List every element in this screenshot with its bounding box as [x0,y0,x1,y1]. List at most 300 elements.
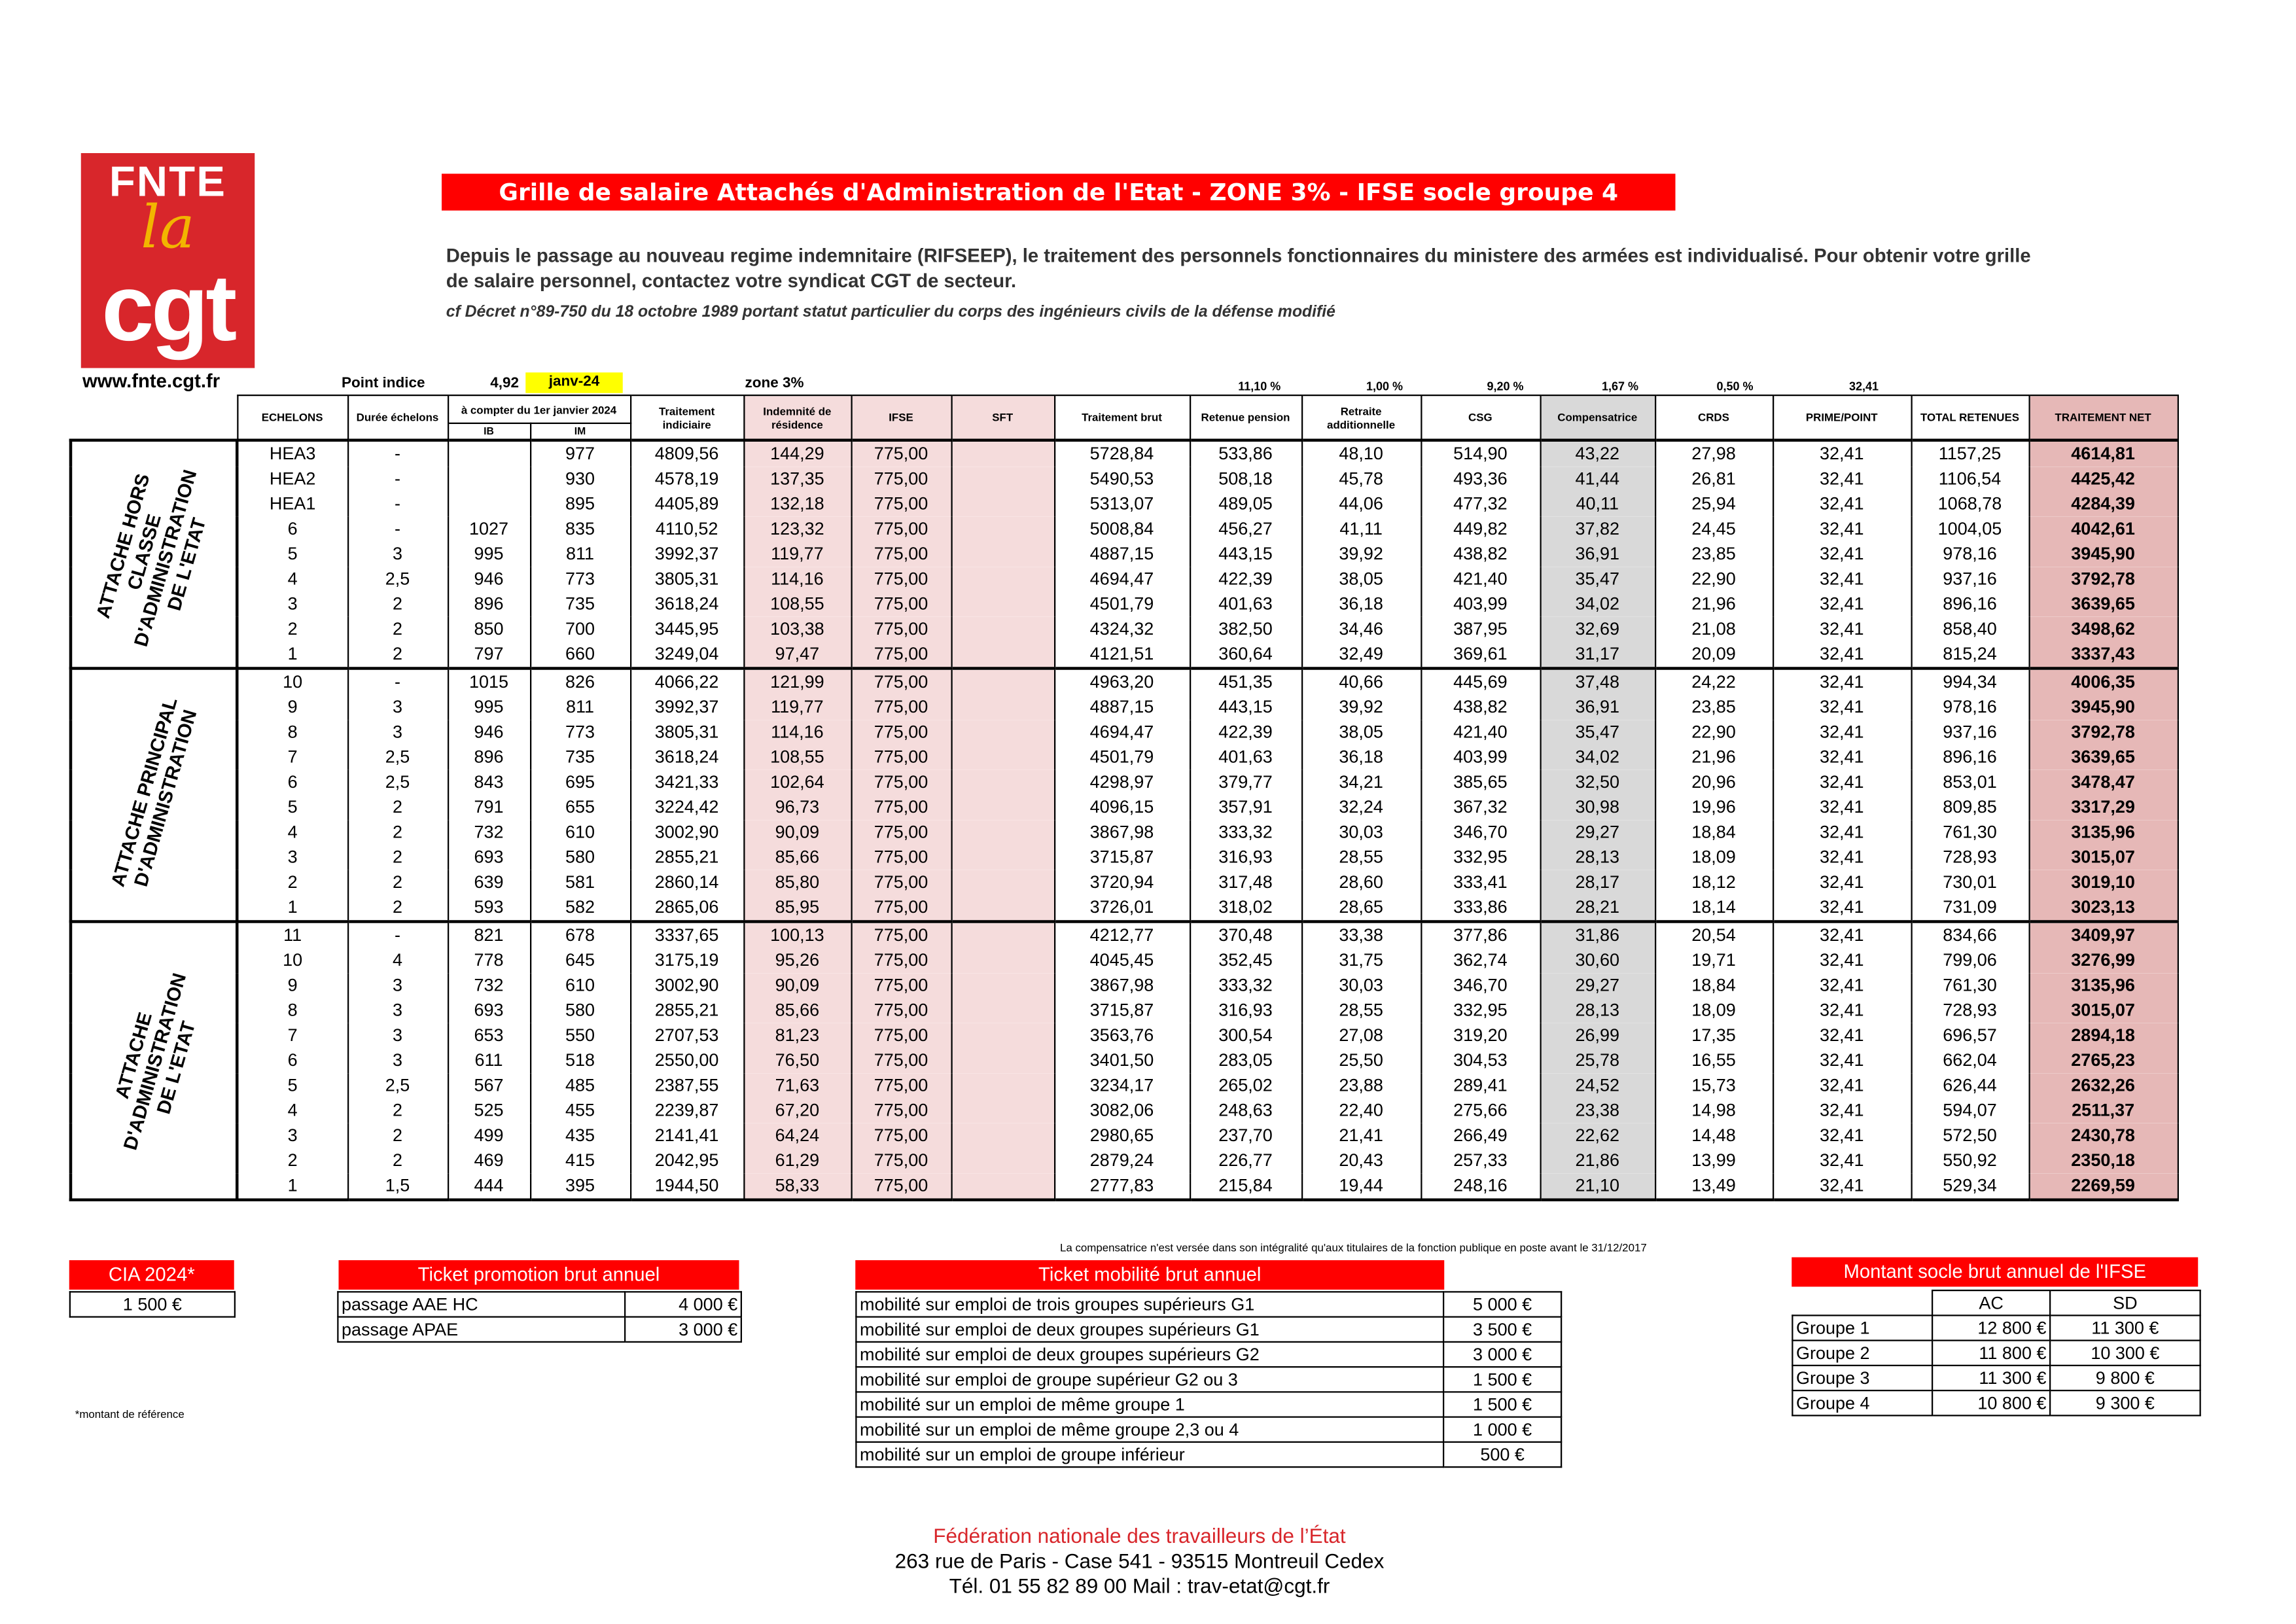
table-cell: 567 [448,1073,530,1098]
table-cell: 32,41 [1773,492,1911,517]
table-cell: 732 [448,820,530,845]
table-row [71,845,2178,870]
table-cell: 304,53 [1421,1048,1540,1073]
table-cell: 362,74 [1421,948,1540,973]
table-cell: 319,20 [1421,1023,1540,1048]
table-cell: 8 [237,720,347,745]
group-label-cell [71,440,237,669]
table-cell: 2239,87 [630,1099,743,1123]
table-row [71,669,2178,696]
table-cell [951,998,1055,1023]
table-cell: 119,77 [743,695,851,720]
logo-cgt: cgt [101,255,234,361]
ifse-row [1792,1390,2200,1415]
table-cell: 401,63 [1190,592,1301,617]
table-cell: 1157,25 [1911,440,2029,467]
table-cell: 20,43 [1301,1148,1421,1173]
table-cell: 3015,07 [2029,845,2178,870]
table-cell: 21,96 [1655,592,1773,617]
table-cell: 32,41 [1773,467,1911,491]
table-cell: 23,85 [1655,542,1773,567]
table-cell: 4006,35 [2029,669,2178,696]
table-cell: 370,48 [1190,922,1301,949]
page-title: Grille de salaire Attachés d'Administration de l'Etat - ZONE 3% - IFSE socle groupe 4 [442,174,1676,211]
table-cell [951,922,1055,949]
table-cell: 40,11 [1540,492,1655,517]
table-cell: 732 [448,973,530,998]
table-cell: 24,52 [1540,1073,1655,1098]
table-cell: 14,48 [1655,1123,1773,1148]
cia-table [69,1291,236,1318]
table-cell: 4694,47 [1054,567,1190,591]
table-row [71,820,2178,845]
table-row [71,1123,2178,1148]
mobilite-amount: 5 000 € [1443,1292,1561,1316]
table-cell: 21,10 [1540,1173,1655,1200]
table-cell: 946 [448,567,530,591]
table-cell: 7 [237,745,347,770]
table-cell: 695 [530,770,630,795]
table-cell: 2 [347,1123,448,1148]
ifse-header-blank [1792,1290,1932,1315]
table-cell: 32,41 [1773,922,1911,949]
table-cell: 775,00 [851,870,951,895]
table-cell: 4096,15 [1054,795,1190,820]
table-row [71,642,2178,669]
table-row [71,870,2178,895]
table-cell: 611 [448,1048,530,1073]
table-row [71,895,2178,922]
table-cell: 3945,90 [2029,542,2178,567]
table-cell: 379,77 [1190,770,1301,795]
table-cell: 775,00 [851,492,951,517]
ifse-group-label: Groupe 4 [1792,1390,1932,1415]
table-cell: 455 [530,1099,630,1123]
table-cell: 3019,10 [2029,870,2178,895]
table-cell: 44,06 [1301,492,1421,517]
table-cell: 811 [530,542,630,567]
col-crds: CRDS [1655,395,1773,440]
table-cell: 655 [530,795,630,820]
col-traitement-indiciaire: Traitement indiciaire [630,395,743,440]
table-cell: 937,16 [1911,720,2029,745]
table-cell: 248,16 [1421,1173,1540,1200]
mobilite-row [856,1317,1561,1342]
table-cell: 421,40 [1421,567,1540,591]
table-cell: 32,41 [1773,517,1911,542]
table-cell: 85,95 [743,895,851,922]
cia-value: 1 500 € [70,1292,235,1316]
table-cell: 316,93 [1190,998,1301,1023]
ifse-amount: 9 300 € [2050,1390,2200,1415]
compensatrice-note: La compensatrice n'est versée dans son intégralité qu'aux titulaires de la fonction publique en poste avant le 31/12/2017 [1060,1241,1647,1254]
table-cell: 352,45 [1190,948,1301,973]
mobilite-label: mobilité sur emploi de trois groupes supérieurs G1 [856,1292,1443,1316]
table-cell: 3715,87 [1054,845,1190,870]
promotion-amount: 4 000 € [625,1292,741,1316]
promotion-label: passage AAE HC [338,1292,625,1316]
table-cell: 3563,76 [1054,1023,1190,1048]
table-cell: 333,32 [1190,973,1301,998]
table-cell: 639 [448,870,530,895]
table-cell: 346,70 [1421,973,1540,998]
table-cell: 32,41 [1773,1148,1911,1173]
table-cell: 317,48 [1190,870,1301,895]
table-cell: 318,02 [1190,895,1301,922]
table-cell: 3805,31 [630,567,743,591]
table-cell [951,592,1055,617]
table-cell: 95,26 [743,948,851,973]
table-cell: 4501,79 [1054,592,1190,617]
table-cell [951,948,1055,973]
table-cell: 30,03 [1301,973,1421,998]
table-cell: 477,32 [1421,492,1540,517]
table-cell: 4425,42 [2029,467,2178,491]
table-cell: 283,05 [1190,1048,1301,1073]
table-cell: 266,49 [1421,1123,1540,1148]
table-cell: 32,41 [1773,695,1911,720]
table-cell [951,820,1055,845]
table-cell: 978,16 [1911,542,2029,567]
table-cell: 32,41 [1773,820,1911,845]
table-cell: 4121,51 [1054,642,1190,669]
table-cell: 896,16 [1911,592,2029,617]
table-cell: 850 [448,617,530,642]
table-cell: 316,93 [1190,845,1301,870]
table-cell: 30,03 [1301,820,1421,845]
table-cell: 3992,37 [630,695,743,720]
col-im: IM [530,423,630,440]
table-cell: 469 [448,1148,530,1173]
table-cell: 25,78 [1540,1048,1655,1073]
table-cell: 508,18 [1190,467,1301,491]
mobilite-amount: 1 000 € [1443,1417,1561,1442]
table-cell: 22,40 [1301,1099,1421,1123]
table-cell: 32,41 [1773,642,1911,669]
table-cell: 791 [448,795,530,820]
table-cell: 3337,43 [2029,642,2178,669]
table-cell: 28,13 [1540,845,1655,870]
table-cell: 23,85 [1655,695,1773,720]
table-cell: 3002,90 [630,973,743,998]
mobilite-amount: 1 500 € [1443,1367,1561,1392]
table-cell: 775,00 [851,745,951,770]
table-cell: 38,05 [1301,567,1421,591]
table-cell: 22,90 [1655,567,1773,591]
table-cell: 3421,33 [630,770,743,795]
table-cell [951,1123,1055,1148]
table-cell: 22,90 [1655,720,1773,745]
table-cell: 28,55 [1301,998,1421,1023]
table-cell: 61,29 [743,1148,851,1173]
table-cell: 834,66 [1911,922,2029,949]
table-cell: 18,09 [1655,998,1773,1023]
table-cell: 31,86 [1540,922,1655,949]
table-cell: 3639,65 [2029,592,2178,617]
table-cell: 978,16 [1911,695,2029,720]
table-cell: 1 [237,642,347,669]
table-cell: 27,98 [1655,440,1773,467]
mobilite-amount: 3 500 € [1443,1317,1561,1342]
table-cell: 32,41 [1773,669,1911,696]
table-cell: HEA2 [237,467,347,491]
mobilite-label: mobilité sur un emploi de même groupe 1 [856,1392,1443,1417]
table-cell: 3445,95 [630,617,743,642]
table-cell: 2 [237,870,347,895]
table-cell: 3498,62 [2029,617,2178,642]
table-cell: 2387,55 [630,1073,743,1098]
table-cell: 45,78 [1301,467,1421,491]
table-cell: 2,5 [347,567,448,591]
salary-grid-body [71,440,2178,1200]
table-cell: 34,46 [1301,617,1421,642]
table-cell: 215,84 [1190,1173,1301,1200]
table-cell: 2,5 [347,770,448,795]
col-sft: SFT [951,395,1055,440]
table-cell: 36,18 [1301,745,1421,770]
table-cell: 815,24 [1911,642,2029,669]
table-cell: 2 [347,845,448,870]
table-row [71,1048,2178,1073]
mobilite-row [856,1342,1561,1367]
col-traitement-net: TRAITEMENT NET [2029,395,2178,440]
table-cell: 369,61 [1421,642,1540,669]
table-cell: 32,41 [1773,592,1911,617]
table-cell: 36,91 [1540,542,1655,567]
table-cell: 1004,05 [1911,517,2029,542]
table-cell: 3 [237,592,347,617]
table-cell: 533,86 [1190,440,1301,467]
table-cell: 11 [237,922,347,949]
table-cell: 10 [237,948,347,973]
pct-crds: 0,50 % [1716,380,1754,393]
table-cell: 778 [448,948,530,973]
table-cell: 3867,98 [1054,973,1190,998]
table-cell: 5490,53 [1054,467,1190,491]
col-prime-point: PRIME/POINT [1773,395,1911,440]
table-cell: 19,71 [1655,948,1773,973]
ifse-title: Montant socle brut annuel de l'IFSE [1792,1258,2198,1287]
ifse-header-row [1792,1290,2200,1315]
ifse-amount: 11 800 € [1932,1341,2050,1366]
table-cell: 489,05 [1190,492,1301,517]
mobilite-amount: 500 € [1443,1442,1561,1467]
table-cell: 90,09 [743,973,851,998]
table-cell: 3224,42 [630,795,743,820]
table-cell: 26,99 [1540,1023,1655,1048]
table-cell: 2 [347,820,448,845]
table-cell: 550,92 [1911,1148,2029,1173]
table-cell: 4066,22 [630,669,743,696]
table-cell: 826 [530,669,630,696]
table-cell: 32,41 [1773,542,1911,567]
table-cell: 5 [237,542,347,567]
table-cell [951,1173,1055,1200]
table-cell: 1,5 [347,1173,448,1200]
table-cell: 2855,21 [630,845,743,870]
table-cell: 8 [237,998,347,1023]
table-row [71,440,2178,467]
table-cell: 23,38 [1540,1099,1655,1123]
table-cell: 2 [347,617,448,642]
table-cell: - [347,517,448,542]
ifse-col-header: SD [2050,1290,2200,1315]
table-cell: 775,00 [851,592,951,617]
ifse-col-header: AC [1932,1290,2050,1315]
table-cell: 67,20 [743,1099,851,1123]
table-cell: 775,00 [851,517,951,542]
table-cell: 499 [448,1123,530,1148]
table-cell: 3618,24 [630,745,743,770]
table-cell: 775,00 [851,642,951,669]
table-cell: 3867,98 [1054,820,1190,845]
table-row [71,467,2178,491]
table-cell: 1106,54 [1911,467,2029,491]
table-row [71,492,2178,517]
table-cell: 451,35 [1190,669,1301,696]
pct-pension: 11,10 % [1238,380,1281,393]
table-cell: 108,55 [743,745,851,770]
table-cell: 2765,23 [2029,1048,2178,1073]
table-cell: 2350,18 [2029,1148,2178,1173]
table-cell: 3792,78 [2029,567,2178,591]
table-cell: 1027 [448,517,530,542]
mobilite-label: mobilité sur un emploi de groupe inférieur [856,1442,1443,1467]
table-cell: 2 [347,1099,448,1123]
table-cell: 835 [530,517,630,542]
promotion-row [338,1292,741,1316]
table-cell: 2777,83 [1054,1173,1190,1200]
table-cell: 775,00 [851,770,951,795]
table-cell: 18,14 [1655,895,1773,922]
mobilite-row [856,1442,1561,1467]
col-retenue-pension: Retenue pension [1190,395,1301,440]
table-row [71,1148,2178,1173]
table-cell: 2 [237,1148,347,1173]
table-cell: 33,38 [1301,922,1421,949]
table-cell: 3 [347,695,448,720]
mobilite-row [856,1417,1561,1442]
ifse-row [1792,1341,2200,1366]
table-cell: 367,32 [1421,795,1540,820]
table-cell: 3135,96 [2029,973,2178,998]
table-cell: 994,34 [1911,669,2029,696]
table-cell: 6 [237,517,347,542]
table-cell: 1944,50 [630,1173,743,1200]
table-cell: 85,66 [743,845,851,870]
table-cell: 593 [448,895,530,922]
table-cell: 529,34 [1911,1173,2029,1200]
table-cell: 735 [530,592,630,617]
col-compensatrice: Compensatrice [1540,395,1655,440]
table-cell: 2511,37 [2029,1099,2178,1123]
table-cell: 28,55 [1301,845,1421,870]
mobilite-title: Ticket mobilité brut annuel [855,1260,1444,1290]
table-cell: 3478,47 [2029,770,2178,795]
table-cell: 438,82 [1421,695,1540,720]
table-cell: 37,48 [1540,669,1655,696]
table-cell: 1015 [448,669,530,696]
cia-title: CIA 2024* [69,1260,234,1290]
table-cell: 444 [448,1173,530,1200]
table-cell: 775,00 [851,695,951,720]
table-cell: 3234,17 [1054,1073,1190,1098]
table-cell: - [347,492,448,517]
table-cell: 2865,06 [630,895,743,922]
table-cell: 114,16 [743,720,851,745]
table-cell: 438,82 [1421,542,1540,567]
table-cell [951,770,1055,795]
table-cell: 21,08 [1655,617,1773,642]
table-cell: 678 [530,922,630,949]
table-cell: 514,90 [1421,440,1540,467]
table-row [71,998,2178,1023]
table-cell: 289,41 [1421,1073,1540,1098]
table-row [71,720,2178,745]
table-cell: 333,86 [1421,895,1540,922]
table-cell: 3175,19 [630,948,743,973]
table-cell: 32,41 [1773,1073,1911,1098]
footer-federation: Fédération nationale des travailleurs de l’État [933,1523,1346,1547]
table-cell [951,567,1055,591]
table-cell: 3 [347,720,448,745]
table-cell: 4284,39 [2029,492,2178,517]
table-cell: 2430,78 [2029,1123,2178,1148]
table-row [71,948,2178,973]
ifse-amount: 11 300 € [2050,1315,2200,1340]
table-cell: 31,75 [1301,948,1421,973]
table-row [71,592,2178,617]
table-cell: 811 [530,695,630,720]
table-cell: 28,17 [1540,870,1655,895]
table-cell: 3720,94 [1054,870,1190,895]
table-cell: 6 [237,770,347,795]
table-cell: 626,44 [1911,1073,2029,1098]
table-cell: 1 [237,1173,347,1200]
table-cell: 64,24 [743,1123,851,1148]
table-cell: 3276,99 [2029,948,2178,973]
table-cell: 4045,45 [1054,948,1190,973]
table-cell: 36,91 [1540,695,1655,720]
table-cell [951,542,1055,567]
table-cell: 26,81 [1655,467,1773,491]
table-cell: 76,50 [743,1048,851,1073]
table-cell: 853,01 [1911,770,2029,795]
table-row [71,973,2178,998]
table-cell: 1 [237,895,347,922]
table-cell: 403,99 [1421,592,1540,617]
footer-contact: Tél. 01 55 82 89 00 Mail : trav-etat@cgt.fr [949,1574,1330,1598]
table-cell: 7 [237,1023,347,1048]
table-cell: 775,00 [851,617,951,642]
table-cell: 32,41 [1773,1123,1911,1148]
table-cell: 4578,19 [630,467,743,491]
table-cell: 32,41 [1773,1023,1911,1048]
table-cell [951,492,1055,517]
col-echelons: ECHELONS [237,395,347,440]
table-cell: 3015,07 [2029,998,2178,1023]
table-cell [448,492,530,517]
table-cell: 3401,50 [1054,1048,1190,1073]
table-cell: 31,17 [1540,642,1655,669]
table-cell: 2 [347,795,448,820]
table-cell: 775,00 [851,1148,951,1173]
table-cell: 4 [237,1099,347,1123]
table-cell: 995 [448,542,530,567]
table-cell: 332,95 [1421,998,1540,1023]
group-label: ATTACHE D'ADMINISTRATION DE L'ETAT [109,970,199,1152]
table-cell: 102,64 [743,770,851,795]
